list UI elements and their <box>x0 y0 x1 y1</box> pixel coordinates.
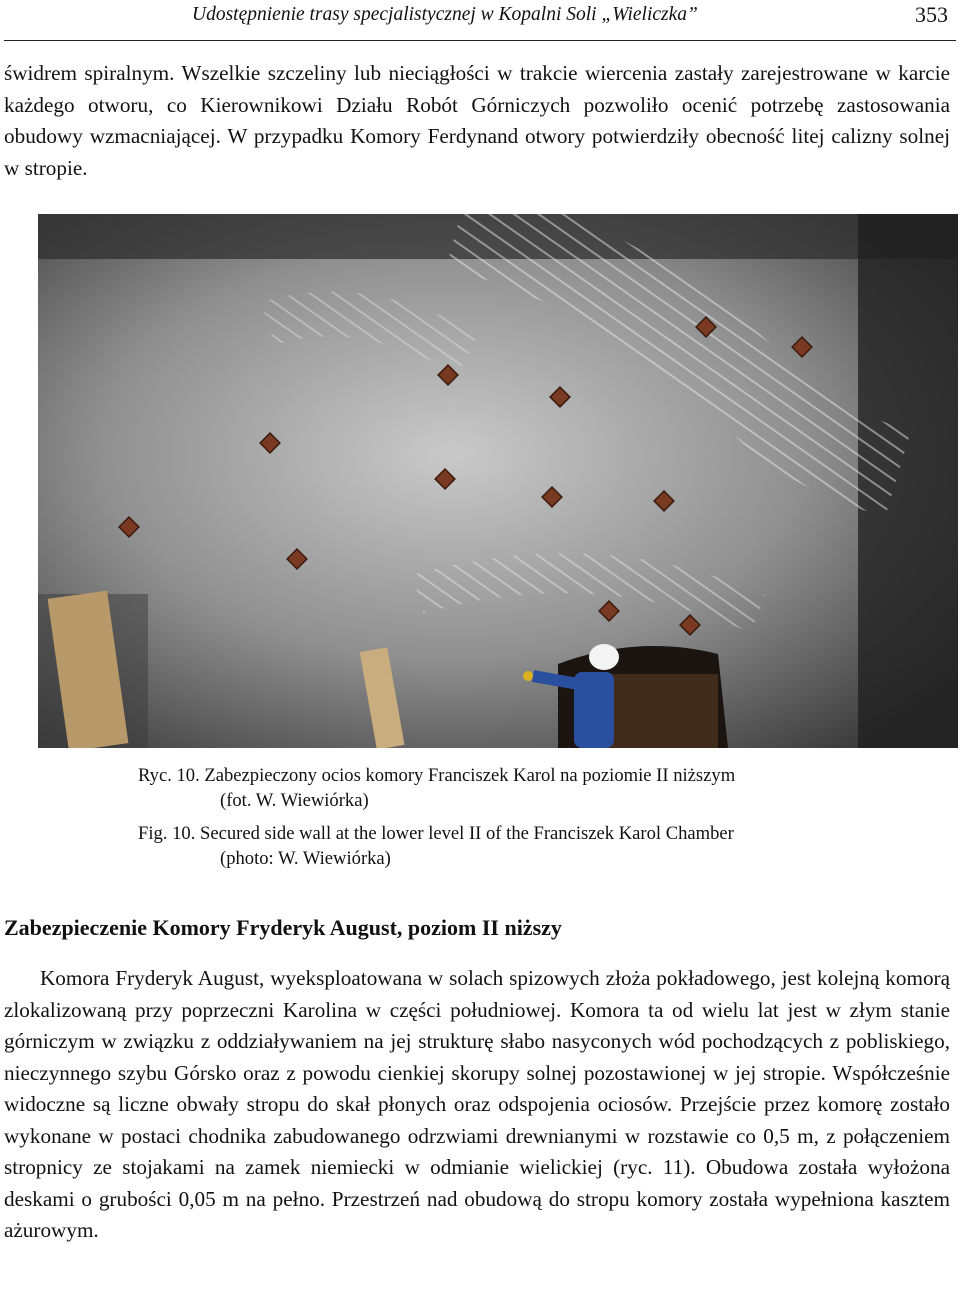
body-paragraph-1: świdrem spiralnym. Wszelkie szczeliny lub nieciągłości w trakcie wiercenia zastały zarejestrowane w karcie każdego otworu, co Kierownikowi Działu Robót Górniczych pozwoliło ocenić potrzebę zastosowania obudowy wzmacniającej. W przypadku Komory Ferdynand otwory potwierdziły obecność litej calizny solnej w stropie. <box>4 61 950 180</box>
caption-pl-line2: (fot. W. Wiewiórka) <box>220 790 369 811</box>
figure-caption-english <box>138 821 878 871</box>
caption-en-line2: (photo: W. Wiewiórka) <box>220 848 391 869</box>
figure-caption-polish <box>138 763 878 813</box>
page-number: 353 <box>915 2 948 27</box>
header-rule <box>4 40 956 41</box>
figure-photo-salt-chamber-wall <box>38 214 958 748</box>
body-paragraph-2: Komora Fryderyk August, wyeksploatowana w solach spizowych złoża pokładowego, jest kolejną komorą zlokalizowaną przy poprzeczni Karolina w części południowej. Komora ta od wielu lat jest w złym stanie górniczym w związku z oddziaływaniem na jej strukturę słabo nasyconych wód pochodzących z pobliskiego, nieczynnego szybu Górsko oraz z powodu cienkiej skorupy solnej pozostawionej w jej stropie. Współcześnie widoczne są liczne obwały stropu do skał płonych oraz odspojenia ociosów. Przejście przez komorę zostało wykonane w postaci chodnika zabudowanego odrzwiami drewnianymi w rozstawie co 0,5 m, z połączeniem stropnicy ze stojakami na zamek niemiecki w odmianie wielickiej (ryc. 11). Obudowa została wyłożona deskami o grubości 0,05 m na pełno. Przestrzeń nad obudową do stropu komory została wypełniona kasztem ażurowym. <box>4 966 950 1242</box>
section-heading: Zabezpieczenie Komory Fryderyk August, poziom II niższy <box>4 915 562 940</box>
running-title: Udostępnienie trasy specjalistycznej w Kopalni Soli „Wieliczka” <box>192 4 698 25</box>
caption-pl-line1: Ryc. 10. Zabezpieczony ocios komory Franciszek Karol na poziomie II niższym <box>138 765 736 786</box>
page-header <box>0 2 960 32</box>
caption-en-line1: Fig. 10. Secured side wall at the lower level II of the Franciszek Karol Chamber <box>138 823 734 844</box>
